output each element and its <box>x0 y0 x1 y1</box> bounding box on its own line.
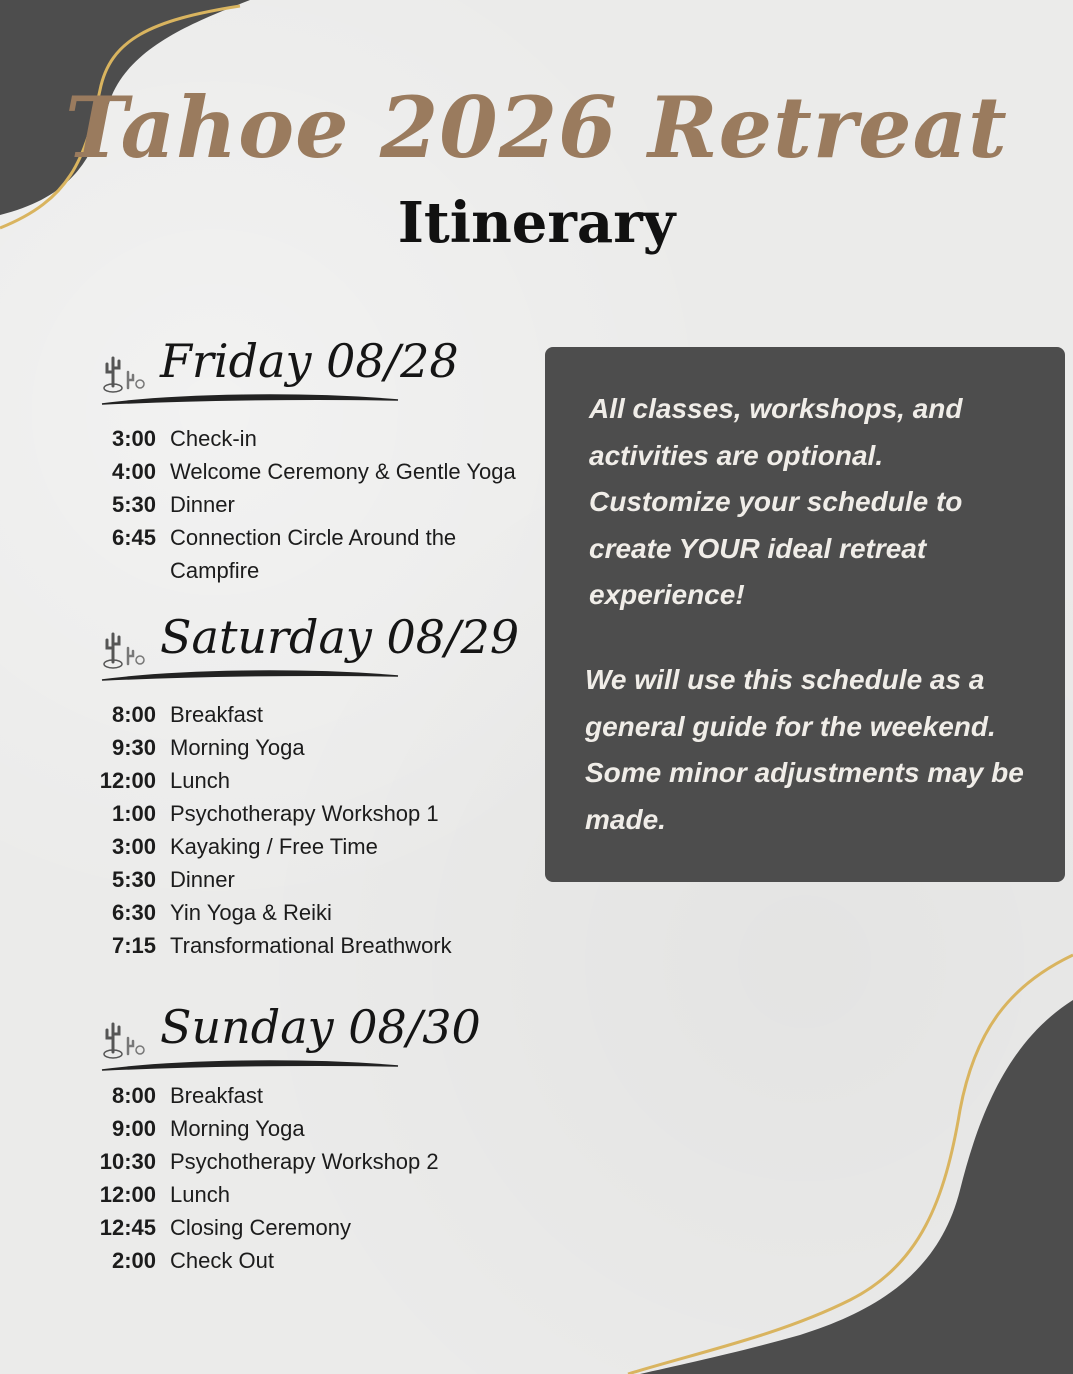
note-paragraph-guide: We will use this schedule as a general guide for the weekend. Some minor adjustments may be made. <box>585 664 1024 835</box>
note-paragraph-optional: All classes, workshops, and activities are optional. Customize your schedule to create YOUR ideal retreat experience! <box>589 393 963 611</box>
day-label: Saturday 08/29 <box>160 610 520 664</box>
time: 3:00 <box>111 834 156 859</box>
time: 4:00 <box>111 459 156 484</box>
schedule-row <box>96 1244 536 1277</box>
time: 8:00 <box>111 1083 156 1108</box>
time: 8:00 <box>111 702 156 727</box>
time: 3:00 <box>111 426 156 451</box>
cactus-icon <box>100 1016 150 1060</box>
schedule-row <box>96 521 536 587</box>
schedule-row <box>96 863 536 896</box>
event: Check Out <box>170 1248 274 1273</box>
swoosh-divider <box>100 666 400 686</box>
time: 2:00 <box>111 1248 156 1273</box>
event: Dinner <box>170 867 235 892</box>
swoosh-divider <box>100 1056 400 1076</box>
schedule-row <box>96 1211 536 1244</box>
time: 12:00 <box>99 1182 156 1207</box>
schedule-sunday <box>96 1079 536 1277</box>
event: Psychotherapy Workshop 2 <box>170 1149 439 1174</box>
retreat-title: Tahoe 2026 Retreat <box>65 78 1008 177</box>
time: 6:45 <box>111 525 156 550</box>
time: 12:45 <box>99 1215 156 1240</box>
event: Check-in <box>170 426 257 451</box>
schedule-row <box>96 830 536 863</box>
event: Morning Yoga <box>170 1116 305 1141</box>
cactus-icon <box>100 350 150 394</box>
event: Kayaking / Free Time <box>170 834 378 859</box>
schedule-row <box>96 896 536 929</box>
event: Psychotherapy Workshop 1 <box>170 801 439 826</box>
time: 9:00 <box>111 1116 156 1141</box>
schedule-row <box>96 731 536 764</box>
schedule-row <box>96 1112 536 1145</box>
event: Lunch <box>170 768 230 793</box>
schedule-friday <box>96 422 536 587</box>
schedule-row <box>96 929 536 962</box>
schedule-row <box>96 1079 536 1112</box>
time: 10:30 <box>99 1149 156 1174</box>
schedule-row <box>96 698 536 731</box>
day-heading-friday <box>100 334 460 420</box>
event: Morning Yoga <box>170 735 305 760</box>
day-heading-saturday <box>100 610 520 696</box>
schedule-row <box>96 455 536 488</box>
event: Transformational Breathwork <box>170 933 452 958</box>
event: Breakfast <box>170 702 263 727</box>
schedule-row <box>96 797 536 830</box>
schedule-row <box>96 488 536 521</box>
event: Connection Circle Around the Campfire <box>170 525 457 583</box>
event: Dinner <box>170 492 235 517</box>
schedule-row <box>96 1145 536 1178</box>
itinerary-subtitle: Itinerary <box>397 190 676 256</box>
time: 5:30 <box>111 867 156 892</box>
event: Closing Ceremony <box>170 1215 351 1240</box>
bottom-right-dark-wave <box>640 1000 1073 1374</box>
day-label: Friday 08/28 <box>160 334 459 388</box>
day-label: Sunday 08/30 <box>160 1000 481 1054</box>
event: Yin Yoga & Reiki <box>170 900 332 925</box>
event: Lunch <box>170 1182 230 1207</box>
schedule-row <box>96 422 536 455</box>
event: Welcome Ceremony & Gentle Yoga <box>170 459 516 484</box>
swoosh-divider <box>100 390 400 410</box>
time: 6:30 <box>111 900 156 925</box>
time: 1:00 <box>111 801 156 826</box>
time: 12:00 <box>99 768 156 793</box>
schedule-row <box>96 764 536 797</box>
cactus-icon <box>100 626 150 670</box>
time: 7:15 <box>111 933 156 958</box>
time: 5:30 <box>111 492 156 517</box>
schedule-saturday <box>96 698 536 962</box>
event: Breakfast <box>170 1083 263 1108</box>
schedule-row <box>96 1178 536 1211</box>
day-heading-sunday <box>100 1000 481 1086</box>
time: 9:30 <box>111 735 156 760</box>
